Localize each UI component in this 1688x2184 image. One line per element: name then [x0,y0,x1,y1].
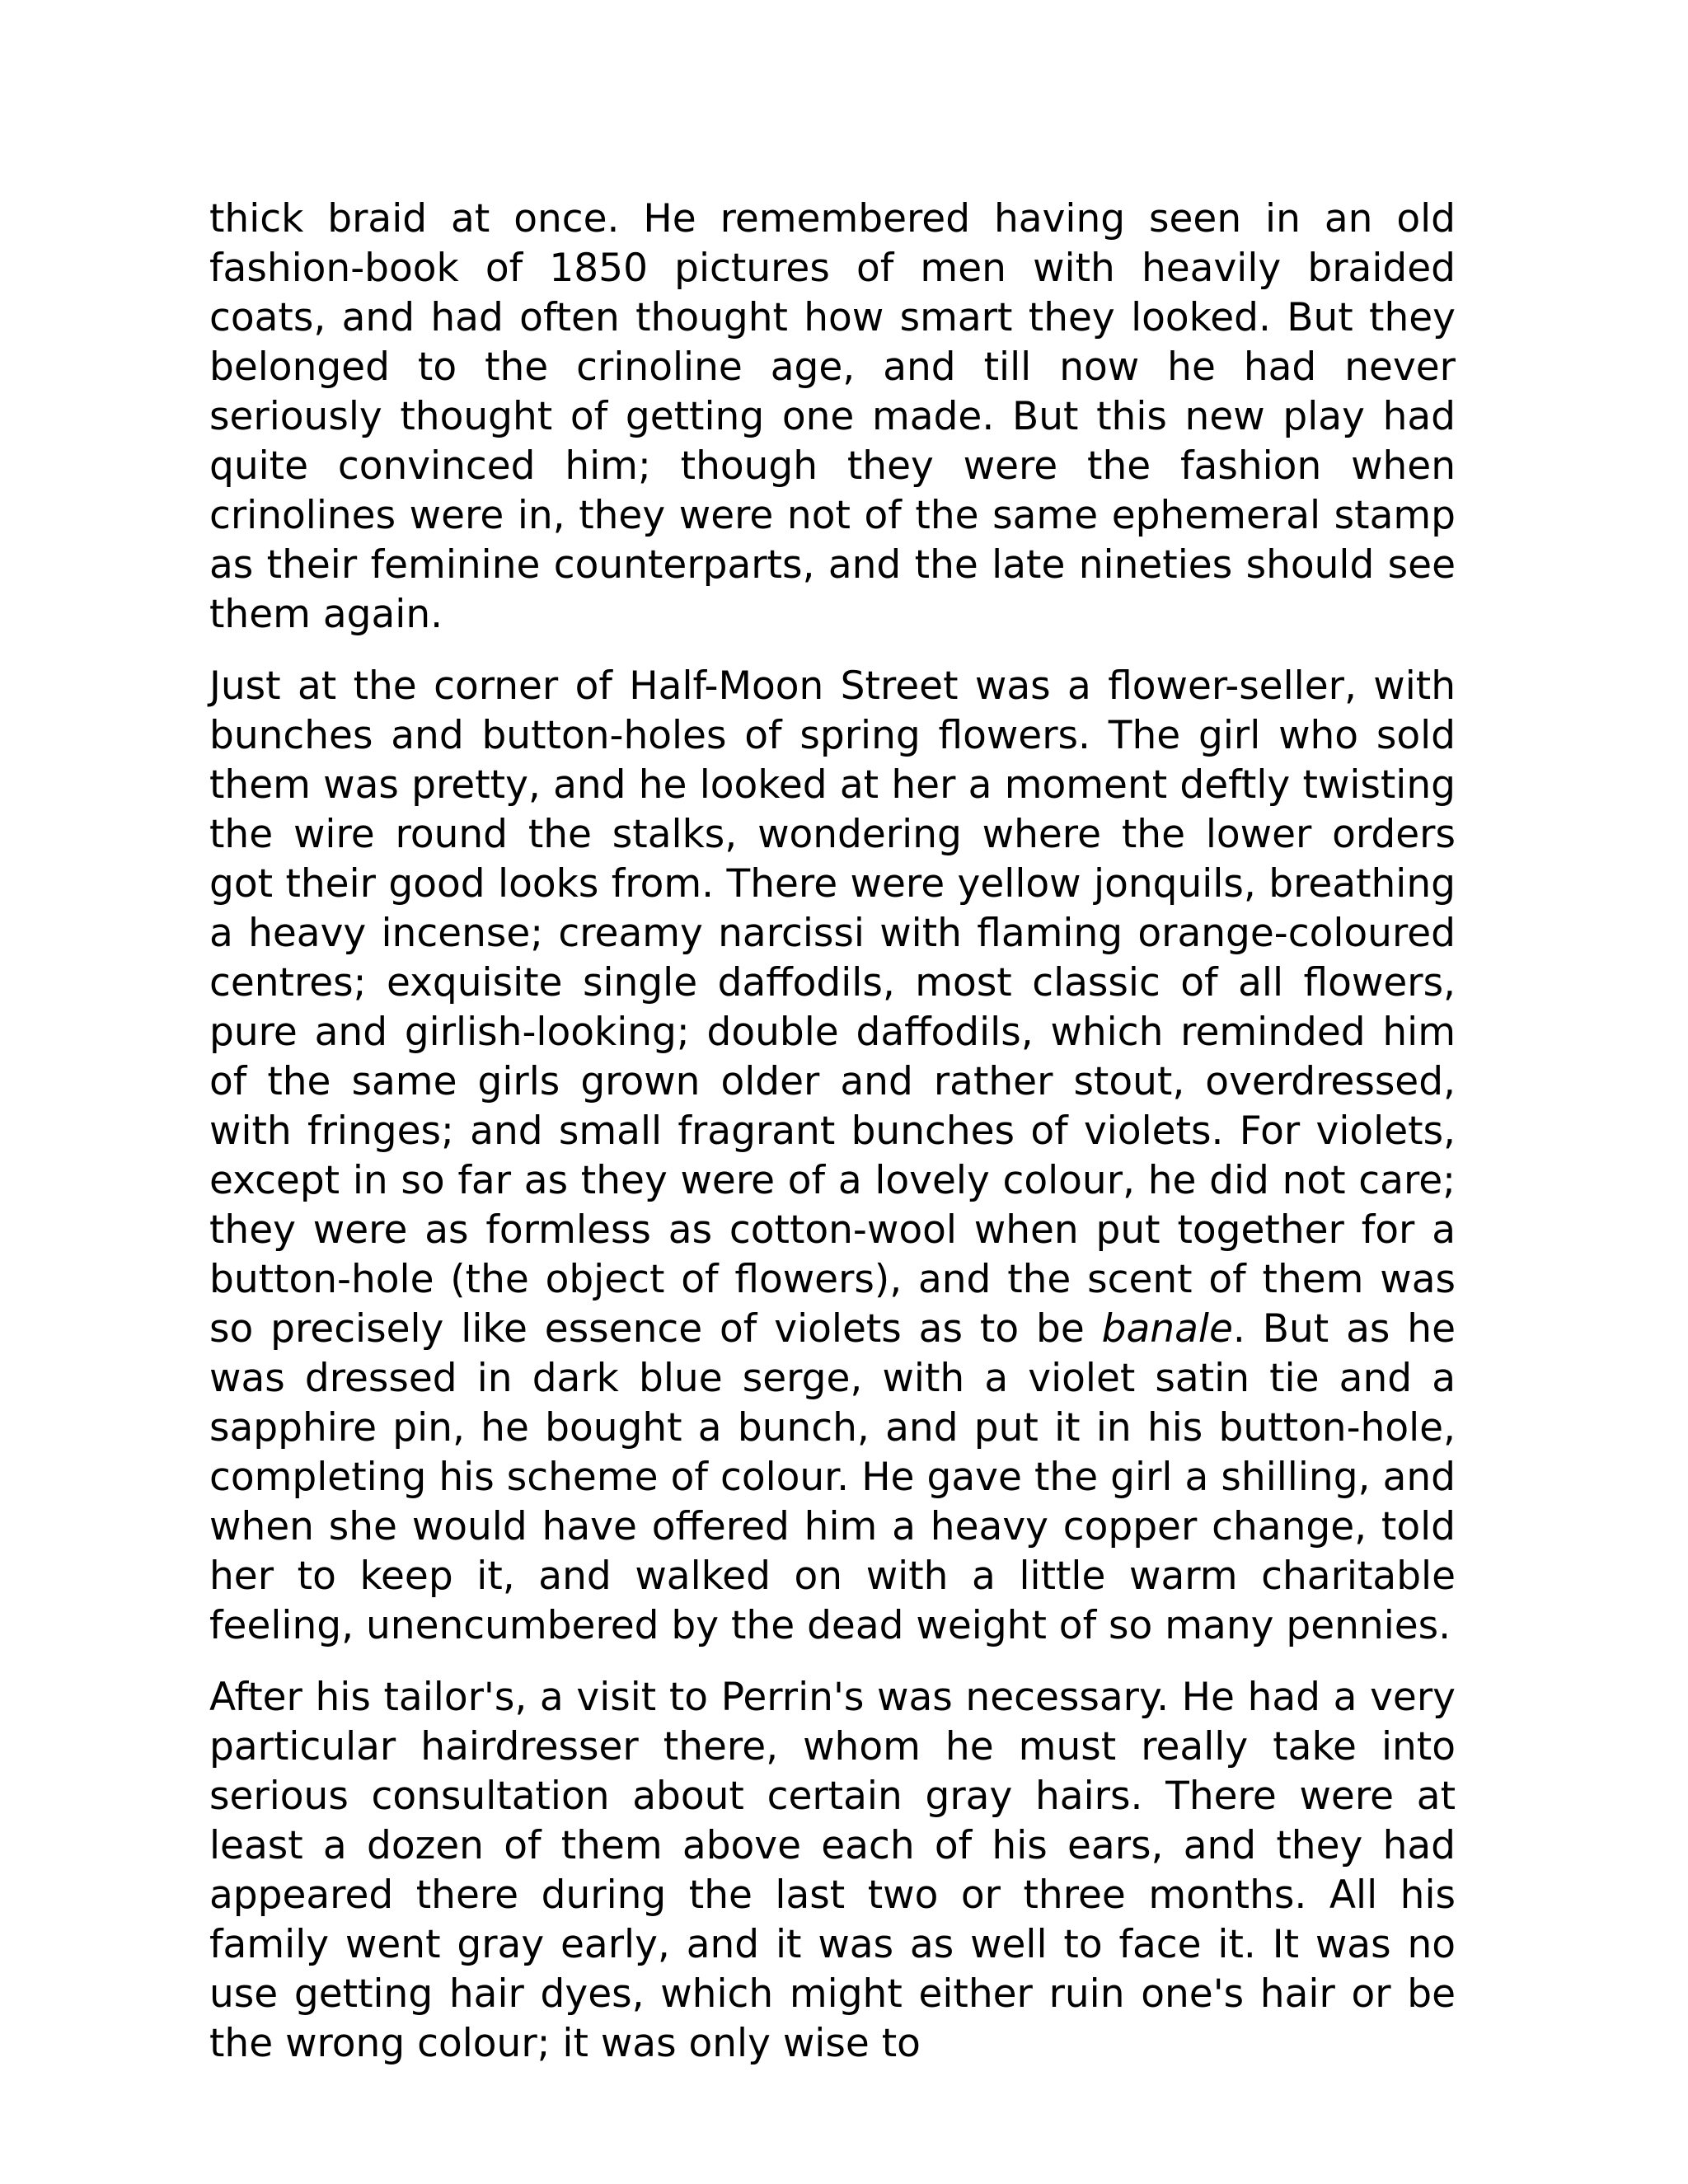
paragraph-1-text: thick braid at once. He remembered having seen in an old fashion-book of 1850 pictures of men with heavily braided coats, and had often thought how smart they looked. But they belonged to the crinoline age, and till now he had never seriously thought of getting one made. But this new play had quite convinced him; though they were the fashion when crinolines were in, they were not of the same ephemeral stamp as their feminine counterparts, and the late nineties should see them again. [209,196,1456,637]
document-page [209,194,1456,2091]
paragraph-1 [209,194,1456,640]
paragraph-2-text-before: Just at the corner of Half-Moon Street was a flower-seller, with bunches and button-holes of spring flowers. The girl who sold them was pretty, and he looked at her a moment deftly twisting the wire round the stalks, wondering where the lower orders got their good looks from. There were yellow jonquils, breathing a heavy incense; creamy narcissi with flaming orange-coloured centres; exquisite single daffodils, most classic of all flowers, pure and girlish-looking; double daffodils, which reminded him of the same girls grown older and rather stout, overdressed, with fringes; and small fragrant bunches of violets. For violets, except in so far as they were of a lovely colour, he did not care; they were as formless as cotton-wool when put together for a button-hole (the object of flowers), and the scent of them was so precisely like essence of violets as to be [209,663,1456,1352]
paragraph-2-text-after: . But as he was dressed in dark blue serge, with a violet satin tie and a sapphire pin, he bought a bunch, and put it in his button-hole, completing his scheme of colour. He gave the girl a shilling, and when she would have offered him a heavy copper change, told her to keep it, and walked on with a little warm charitable feeling, unencumbered by the dead weight of so many pennies. [209,1306,1456,1648]
paragraph-2-emphasis: banale [1101,1306,1233,1352]
paragraph-3-text: After his tailor's, a visit to Perrin's was necessary. He had a very particular hairdresser there, whom he must really take into serious consultation about certain gray hairs. There were at least a dozen of them above each of his ears, and they had appeared there during the last two or three months. All his family went gray early, and it was as well to face it. It was no use getting hair dyes, which might either ruin one's hair or be the wrong colour; it was only wise to [209,1675,1456,2066]
paragraph-2 [209,662,1456,1651]
paragraph-3 [209,1673,1456,2069]
